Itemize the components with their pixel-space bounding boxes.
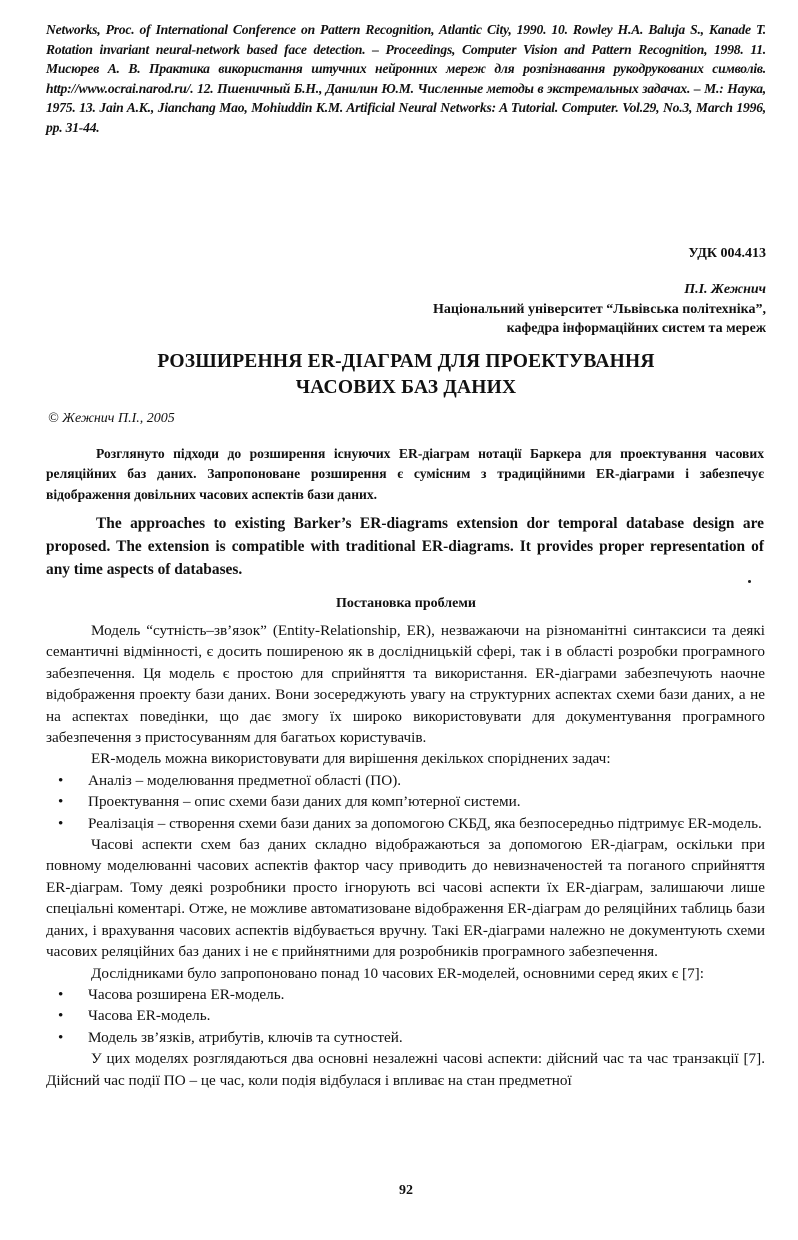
article-body (46, 620, 765, 1091)
list-item-text: Часова розширена ER-модель. (88, 985, 285, 1003)
references-continuation: Networks, Proc. of International Conference on Pattern Recognition, Atlantic City, 1990. 10. Rowley H.A. Baluja S., Kanade T. Rotation invariant neural-network based face detection. – Proceedings, Computer Vision and Pattern Recognition, 1998. 11. Мисюрев А. В. Практика використання штучних нейронних мереж для розпізнавання рукодрукованих символів. http://www.ocrai.narod.ru/. 12. Пшеничный Б.Н., Данилин Ю.М. Численные методы в экстремальных задачах. – М.: Наука, 1975. 13. Jain A.K., Jianchang Mao, Mohiuddin K.M. Artificial Neural Networks: A Tutorial. Computer. Vol.29, No.3, March 1996, pp. 31-44. (46, 22, 766, 135)
udc-code: УДК 004.413 (688, 246, 766, 261)
page-content (46, 20, 766, 1198)
list-item-text: Модель зв’язків, атрибутів, ключів та сутностей. (88, 1028, 403, 1046)
stray-dot-mark (748, 580, 751, 583)
paragraph-1: Модель “сутність–зв’язок” (Entity-Relationship, ER), незважаючи на різноманітні синтаксиси та деякі семантичні відмінності, є досить поширеною як в дослідницькій сфері, так і в області розробки програмного забезпечення. Ця модель є простою для сприйняття та використання. ER-діаграми забезпечують наочне відображення проекту бази даних. Вони зосереджують увагу на структурних аспектах схеми бази даних, а не на аспектах поведінки, що дає змогу їх широко використовувати для документування програмного забезпечення з пристосуванням для багатьох користувачів. (46, 622, 765, 747)
article-title (46, 349, 766, 401)
list-item-text: Часова ER-модель. (88, 1007, 211, 1025)
abstract-ukrainian: Розглянуто підходи до розширення існуючих ER-діаграм нотації Баркера для проектування часових реляційних баз даних. Запропоноване розширення є сумісним з традиційними ER-діаграми і забезпечує відображення довільних часових аспектів бази даних. (46, 446, 764, 502)
page-number: 92 (399, 1183, 413, 1198)
bullet-icon: • (58, 1007, 64, 1025)
affiliation (433, 300, 766, 338)
list-item (46, 1005, 765, 1026)
paragraph-4: Дослідниками було запропоновано понад 10 часових ER-моделей, основними серед яких є [7]: (91, 964, 704, 982)
paragraph-2: ER-модель можна використовувати для вирішення декількох споріднених задач: (91, 750, 611, 768)
title-line-1: РОЗШИРЕННЯ ER-ДІАГРАМ ДЛЯ ПРОЕКТУВАННЯ (157, 351, 655, 372)
section-heading: Постановка проблеми (336, 596, 476, 611)
paragraph-5: У цих моделях розглядаються два основні незалежні часові аспекти: дійсний час та час транзакції [7]. Дійсний час події ПО – це час, коли подія відбулася і впливає на стан предметної (46, 1050, 765, 1089)
list-item (46, 984, 765, 1005)
abstract-english: The approaches to existing Barker’s ER-diagrams extension dor temporal database design are proposed. The extension is compatible with traditional ER-diagrams. It provides proper representation of any time aspects of databases. (46, 515, 764, 578)
list-item-text: Проектування – опис схеми бази даних для комп’ютерної системи. (88, 793, 521, 811)
paragraph-3: Часові аспекти схем баз даних складно відображаються за допомогою ER-діаграм, оскільки при повному моделюванні часових аспектів фактор часу приводить до невизначеностей та поганого сприйняття ER-діаграм. Тому деякі розробники просто ігнорують всі часові аспекти їх ER-діаграм, залишаючи лише спеціальні коментарі. Отже, не можливе автоматизоване відображення ER-діаграм до реляційних таблиць бази даних, і врахування часових аспектів відбувається вручну. Такі ER-діаграми належно не документують схеми часових реляційних баз даних і не є прийнятними для розробників програмного забезпечення. (46, 836, 765, 961)
list-item (46, 791, 765, 812)
list-item (46, 770, 765, 791)
list-item-text: Реалізація – створення схеми бази даних за допомогою СКБД, яка безпосередньо підтримує ER-модель. (88, 814, 762, 832)
bullet-icon: • (58, 793, 64, 811)
bullet-icon: • (58, 814, 64, 832)
title-line-2: ЧАСОВИХ БАЗ ДАНИХ (295, 377, 517, 398)
list-item-text: Аналіз – моделювання предметної області (ПО). (88, 771, 402, 789)
affiliation-university: Національний університет “Львівська політехніка”, (433, 302, 766, 317)
list-item (46, 813, 765, 834)
list-item (46, 1027, 765, 1048)
author-name: П.І. Жежнич (684, 282, 766, 297)
affiliation-department: кафедра інформаційних систем та мереж (506, 321, 766, 336)
bullet-icon: • (58, 1028, 64, 1046)
bullet-icon: • (58, 771, 64, 789)
bullet-icon: • (58, 985, 64, 1003)
copyright-notice: © Жежнич П.І., 2005 (48, 411, 175, 426)
